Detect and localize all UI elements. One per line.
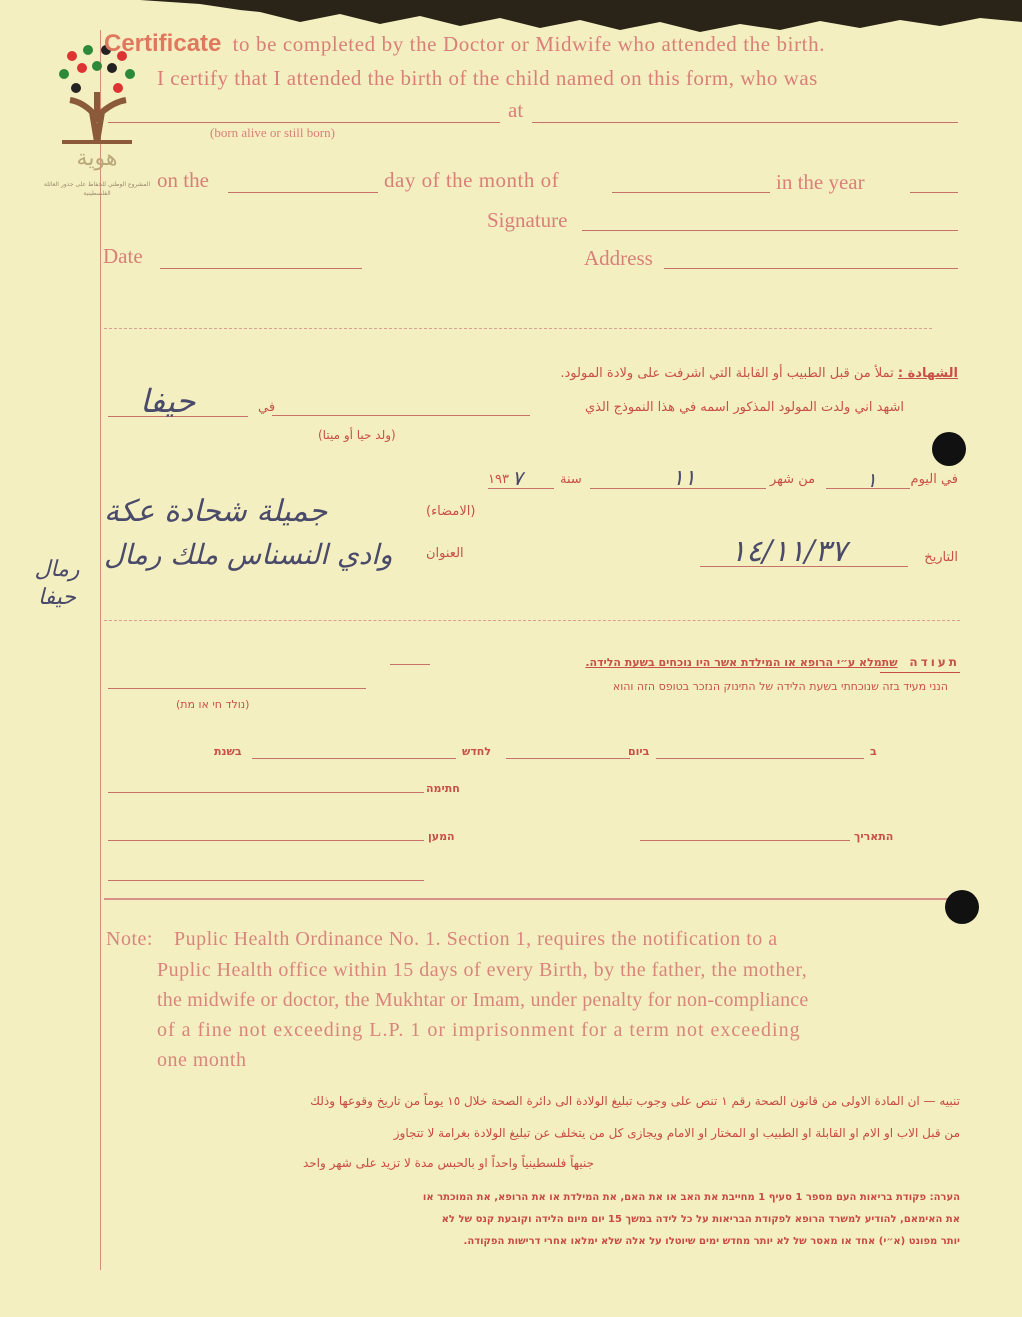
hebrew-signature-label: חתימה xyxy=(426,782,460,795)
arabic-certify-fill-line xyxy=(272,415,530,416)
note-hebrew-line-2: את האימאם, להודיע למשרד הרופא לפקודת הבריאות על כל לידה במשך 15 יום מיום הלידה וקובעת קנס של לא xyxy=(441,1214,960,1225)
hebrew-date-label: התאריך xyxy=(854,830,894,843)
arabic-born-note: (ولد حيا أو ميتا) xyxy=(318,428,396,442)
note-arabic-line-3: جنيهاً فلسطينياً واحداً او بالحبس مدة لا تزيد على شهر واحد xyxy=(302,1156,594,1170)
arabic-certify-line: اشهد اني ولدت المولود المذكور اسمه في هذا النموذج الذي xyxy=(584,400,904,415)
note-label: Note: xyxy=(106,928,153,950)
arabic-month-label: من شهر xyxy=(770,472,816,487)
section-divider-3 xyxy=(104,898,956,900)
handwritten-place: حيفا xyxy=(140,382,196,420)
note-line-1: Puplic Health Ordinance No. 1. Section 1, requires the notification to a xyxy=(174,928,778,950)
heritage-logo xyxy=(43,42,151,212)
signature-label: Signature xyxy=(487,208,568,232)
hebrew-heading-line xyxy=(390,664,430,665)
hebrew-year-line xyxy=(252,758,456,759)
hebrew-year-label: בשנת xyxy=(214,745,242,758)
handwritten-date: ١٤/١١/٣٧ xyxy=(730,534,847,569)
day-line xyxy=(228,192,378,193)
note-line-3: the midwife or doctor, the Mukhtar or Imam, under penalty for non-compliance xyxy=(157,989,809,1011)
note-line-2: Puplic Health office within 15 days of every Birth, by the father, the mother, xyxy=(157,959,808,981)
arabic-address-label: العنوان xyxy=(426,546,464,561)
signature-line xyxy=(582,230,958,231)
section-divider-2 xyxy=(104,620,960,621)
hebrew-on-label: ב xyxy=(870,745,877,758)
note-arabic-line-1: تنبيه — ان المادة الاولى من قانون الصحة رقم ١ تنص على وجوب تبليغ الولادة الى دائرة الصحة خلال ١٥ يوماً من تاريخ وقوعها وذلك xyxy=(310,1094,960,1108)
address-label: Address xyxy=(584,246,653,270)
hebrew-certify-fill-line xyxy=(108,688,366,689)
hebrew-certify-line: הנני מעיד בזה שנוכחתי בשעת הלידה של התינוק הנזכר בטופס הזה והוא xyxy=(612,680,948,693)
arabic-heading xyxy=(560,366,958,381)
hebrew-month-label: לחדש xyxy=(462,745,492,758)
born-note: (born alive or still born) xyxy=(210,125,335,140)
certificate-heading-rest: to be completed by the Doctor or Midwife who attended the birth. xyxy=(232,32,826,56)
hebrew-heading-rest: שתמלא ע״י הרופא או המילדת אשר היו נוכחים בשעת הלידה. xyxy=(585,656,898,669)
handwritten-month: ١١ xyxy=(672,466,696,491)
arabic-heading-label: الشهادة : xyxy=(897,366,958,381)
arabic-heading-rest: تملأ من قبل الطبيب أو القابلة التي اشرفت على ولادة المولود. xyxy=(560,366,894,381)
arabic-in-label: في xyxy=(258,400,276,415)
hebrew-extra-line xyxy=(108,880,424,881)
note-arabic-line-2: من قبل الاب او الام او القابلة او الطبيب او المختار او الامام ويجازى كل من يتخلف عن تبليغ الولادة بغرامة لا تتجاوز xyxy=(393,1126,960,1140)
handwritten-day: ١ xyxy=(866,468,877,492)
left-margin-rule xyxy=(100,30,101,1270)
section-divider-1 xyxy=(104,328,932,329)
hebrew-signature-line xyxy=(108,792,424,793)
handwritten-signature: جميلة شحادة عكة xyxy=(104,494,328,529)
punch-hole-top xyxy=(932,432,966,466)
arabic-signature-label: (الامضاء) xyxy=(426,504,476,519)
address-line xyxy=(664,268,958,269)
date-label: Date xyxy=(103,244,143,268)
date-line xyxy=(160,268,362,269)
note-line-4: of a fine not exceeding L.P. 1 or imprisonment for a term not exceeding xyxy=(157,1019,801,1041)
certify-line: I certify that I attended the birth of the child named on this form, who was xyxy=(157,66,818,90)
logo-brand-text: هوية xyxy=(76,146,118,171)
hebrew-born-note: (נולד חי או מת) xyxy=(176,698,250,711)
hebrew-day-line xyxy=(656,758,864,759)
arabic-day-label: في اليوم xyxy=(910,472,958,487)
note-line-5: one month xyxy=(157,1049,247,1071)
logo-tagline: المشروع الوطني للحفاظ على جذور العائلة الفلسطينية xyxy=(43,181,151,197)
hebrew-month-line xyxy=(506,758,630,759)
hebrew-date-line xyxy=(640,840,850,841)
hebrew-address-label: המען xyxy=(428,830,455,843)
hebrew-address-line xyxy=(108,840,424,841)
english-heading xyxy=(104,30,825,58)
arabic-year-label: سنة xyxy=(560,472,582,487)
handwritten-address-margin: رمال حيفا xyxy=(34,557,80,610)
on-the-label: on the xyxy=(157,168,209,192)
day-of-month-label: day of the month of xyxy=(384,168,560,192)
hebrew-heading-underline xyxy=(880,672,960,673)
birthplace-line xyxy=(532,122,958,123)
note-hebrew-line-1: הערה: פקודת בריאות העם מספר 1 סעיף 1 מחייבת את האב או את האם, את המילדת או את הרופא, את המוכתר או xyxy=(422,1192,960,1203)
hebrew-heading-label: תעודה xyxy=(909,655,960,669)
handwritten-year-digit: ٧ xyxy=(512,466,523,490)
born-status-line xyxy=(108,122,500,123)
certificate-heading: Certificate xyxy=(104,30,222,57)
at-label: at xyxy=(508,98,524,122)
arabic-date-label: التاريخ xyxy=(924,550,958,565)
year-line xyxy=(910,192,958,193)
handwritten-address: وادي النسناس ملك رمال xyxy=(104,538,393,571)
punch-hole-bottom xyxy=(945,890,979,924)
note-hebrew-line-3: יותר מפונט (א״י) אחד או מאסר של לא יותר מחדש ימים שיוטלו על אלה שלא ימלאו אחרי דרישות הפקודה. xyxy=(463,1236,960,1247)
arabic-year-prefix: ١٩٣ xyxy=(488,472,509,487)
month-line xyxy=(612,192,770,193)
in-year-label: in the year xyxy=(776,170,865,194)
hebrew-day-label: ביום xyxy=(628,745,650,758)
hebrew-heading xyxy=(585,655,960,669)
